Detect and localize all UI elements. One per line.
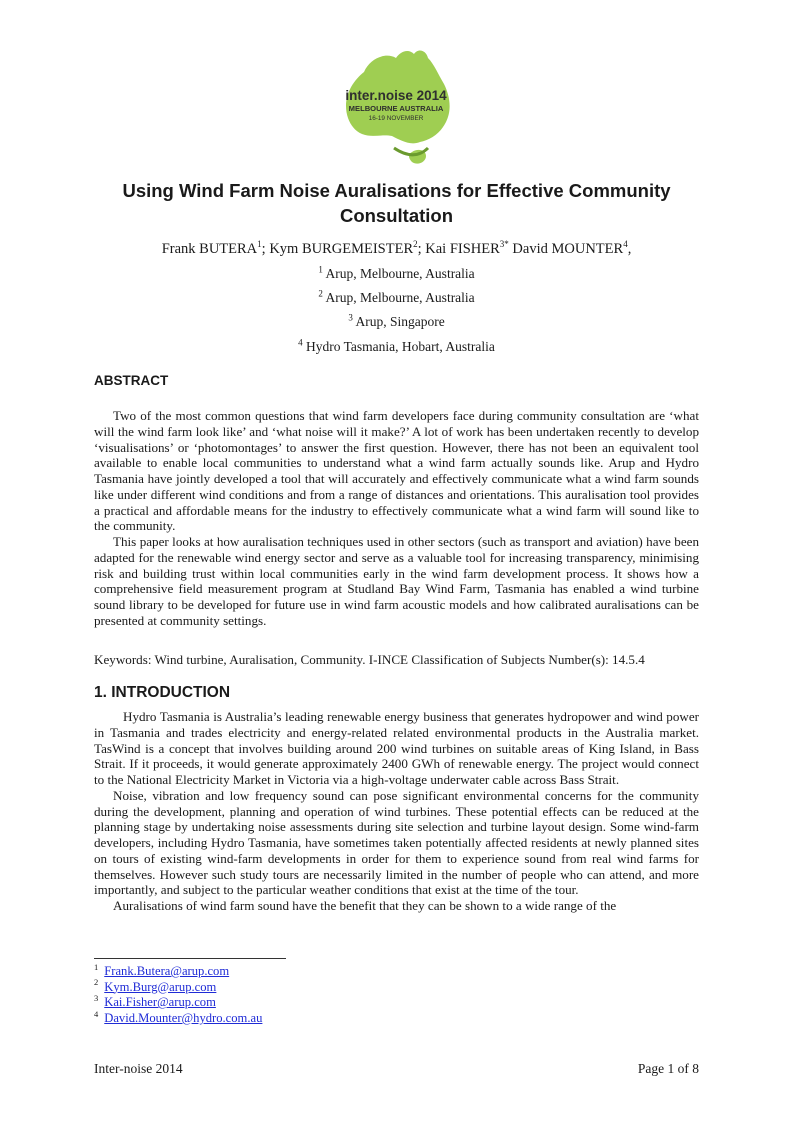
title-line-2: Consultation [339, 205, 454, 226]
introduction-body [94, 709, 699, 914]
affiliation-superscript: 2 [318, 288, 323, 299]
paper-title [60, 178, 733, 228]
logo-line1: inter.noise 2014 [345, 88, 447, 103]
affiliation-text: Arup, Singapore [355, 314, 445, 329]
author-name: Kai FISHER [425, 241, 500, 257]
author-name: Kym BURGEMEISTER [269, 241, 414, 257]
footnote-item [94, 995, 262, 1011]
logo-line3: 16-19 NOVEMBER [368, 115, 424, 122]
introduction-paragraph: Auralisations of wind farm sound have the benefit that they can be shown to a wide range of the [113, 898, 617, 913]
abstract-heading: ABSTRACT [94, 373, 169, 388]
author-superscript: 4 [623, 239, 628, 250]
author-separator: ; [261, 241, 270, 257]
keywords-line: Keywords: Wind turbine, Auralisation, Community. I-INCE Classification of Subjects Number(s): 14.5.4 [94, 652, 645, 667]
footnote-divider [94, 958, 286, 959]
footnote-item [94, 1008, 263, 1027]
author-list [60, 240, 733, 258]
footer-page-number: Page 1 of 8 [637, 1061, 699, 1076]
author-separator: , [627, 241, 632, 257]
footnote-item [94, 961, 262, 980]
affiliation-superscript: 1 [318, 264, 323, 275]
footnote-number: 3 [94, 993, 99, 1003]
introduction-paragraph: Noise, vibration and low frequency sound can pose significant environmental concerns for the community during the development, planning and operation of wind turbines. These potential effects can be reduced at the planning stage by undertaking noise assessments during site selection and turbine layout design. Some wind-farm developers, including Hydro Tasmania, have sometimes taken potentially affected residents at newly planned sites on tours of existing wind-farm developments in order for them to experience sound from real wind farms for themselves. However such study tours are necessarily limited in the number of people who can attend, and more importantly, and subject to the particular weather conditions that exist at the time of the tour. [94, 787, 699, 898]
abstract-paragraph: Two of the most common questions that wind farm developers face during community consultation are ‘what will the wind farm look like’ and ‘what noise will it make?’ A lot of work has been undertaken recently to develop ‘visualisations’ or ‘photomontages’ to answer the first question. However, there has not been an equivalent tool available to enable local communities to understand what a wind farm actually sounds like. Arup and Hydro Tasmania have jointly developed a tool that will accurately and effectively communicate what a wind farm sounds like under different wind conditions and from a range of distances and orientations. This auralisation tool provides a practical and affordable means for the industry to effectively communicate what a wind farm will sound like to the community. [94, 408, 699, 534]
abstract-body [94, 408, 699, 629]
footnotes [94, 961, 263, 1026]
author-name: David MOUNTER [512, 241, 624, 257]
affiliation-1 [60, 266, 733, 282]
affiliation-superscript: 3 [348, 312, 353, 323]
affiliation-2 [60, 290, 733, 306]
title-line-1: Using Wind Farm Noise Auralisations for Effective Community [122, 180, 671, 201]
footnote-email-link[interactable]: Frank.Butera@arup.com [104, 964, 230, 978]
conference-logo [334, 44, 458, 172]
affiliation-text: Arup, Melbourne, Australia [325, 290, 475, 305]
footnote-number: 1 [94, 961, 99, 972]
introduction-paragraph: Hydro Tasmania is Australia’s leading renewable energy business that generates hydropower and wind power in Tasmania and trades electricity and energy-related related environmental products in the Australia market. TasWind is a concept that involves building around 200 wind turbines on suitable areas of King Island, in Bass Strait. If it proceeds, it would generate approximately 2400 GWh of renewable energy. The project would connect to the National Electricity Market in Victoria via a high-voltage underwater cable across Bass Strait. [94, 709, 699, 787]
affiliation-4 [60, 339, 733, 355]
footnote-item [94, 977, 262, 996]
affiliation-text: Hydro Tasmania, Hobart, Australia [305, 339, 495, 354]
footnote-email-link[interactable]: Kai.Fisher@arup.com [104, 995, 216, 1010]
australia-map-icon [334, 44, 458, 172]
footnote-number: 2 [94, 977, 99, 988]
author-superscript: 2 [413, 239, 418, 250]
abstract-paragraph: This paper looks at how auralisation techniques used in other sectors (such as transport and aviation) have been adapted for the renewable wind energy sector and serve as a valuable tool for increasing transparency, minimising risk and building trust within local communities early in the wind farm development process. It shows how a comprehensive field measurement program at Studland Bay Wind Farm, Tasmania has enabled a wind turbine sound library to be developed for future use in wind farm acoustic models and how calibrated auralisations can be presented at community settings. [94, 534, 699, 628]
footnote-number: 4 [94, 1008, 99, 1019]
affiliation-superscript: 4 [298, 337, 303, 348]
affiliation-text: Arup, Melbourne, Australia [325, 266, 475, 281]
author-name: Frank BUTERA [161, 241, 258, 257]
footnote-email-link[interactable]: Kym.Burg@arup.com [104, 979, 217, 994]
footnote-email-link[interactable]: David.Mounter@hydro.com.au [104, 1010, 263, 1025]
footer-conference: Inter-noise 2014 [94, 1061, 183, 1076]
author-superscript: 3* [499, 239, 509, 250]
section-heading-introduction: 1. INTRODUCTION [94, 684, 231, 701]
affiliation-3 [60, 314, 733, 330]
author-superscript: 1 [257, 239, 262, 250]
author-separator: ; [417, 241, 426, 257]
logo-line2: MELBOURNE AUSTRALIA [348, 104, 444, 113]
